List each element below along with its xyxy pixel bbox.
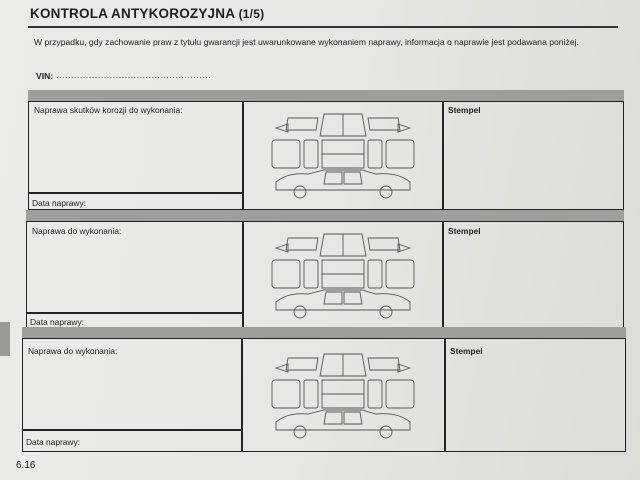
section-2-band: [26, 210, 624, 222]
repair-label-3: Naprawa do wykonania:: [28, 346, 118, 356]
section-1-band: [28, 90, 624, 102]
repair-date-label-2: Data naprawy:: [30, 317, 84, 327]
page-number: 6.16: [16, 460, 36, 471]
title-rule: [28, 26, 618, 28]
intro-text: W przypadku, gdy zachowanie praw z tytułu gwarancji jest uwarunkowane wykonaniem naprawy, informacja o naprawie jest podawana poniżej.: [34, 37, 579, 47]
title-part: (1/5): [238, 7, 265, 21]
repair-date-label-1: Data naprawy:: [32, 198, 86, 208]
section-3-band: [22, 327, 626, 339]
page-title: [30, 6, 264, 21]
stamp-label-2: Stempel: [448, 226, 481, 236]
vin-label: VIN:: [36, 71, 54, 81]
side-tab: [0, 322, 10, 356]
title-text: KONTROLA ANTYKOROZYJNA: [30, 6, 235, 21]
car-body-diagram-1: [268, 110, 418, 202]
vin-field[interactable]: ....................................................: [56, 70, 212, 80]
stamp-label-3: Stempel: [450, 346, 483, 356]
car-body-diagram-3: [268, 350, 418, 442]
repair-label-1: Naprawa skutków korozji do wykonania:: [34, 105, 183, 115]
car-body-diagram-2: [268, 230, 418, 322]
repair-date-label-3: Data naprawy:: [26, 437, 80, 447]
repair-label-2: Naprawa do wykonania:: [32, 226, 122, 236]
stamp-label-1: Stempel: [448, 105, 481, 115]
